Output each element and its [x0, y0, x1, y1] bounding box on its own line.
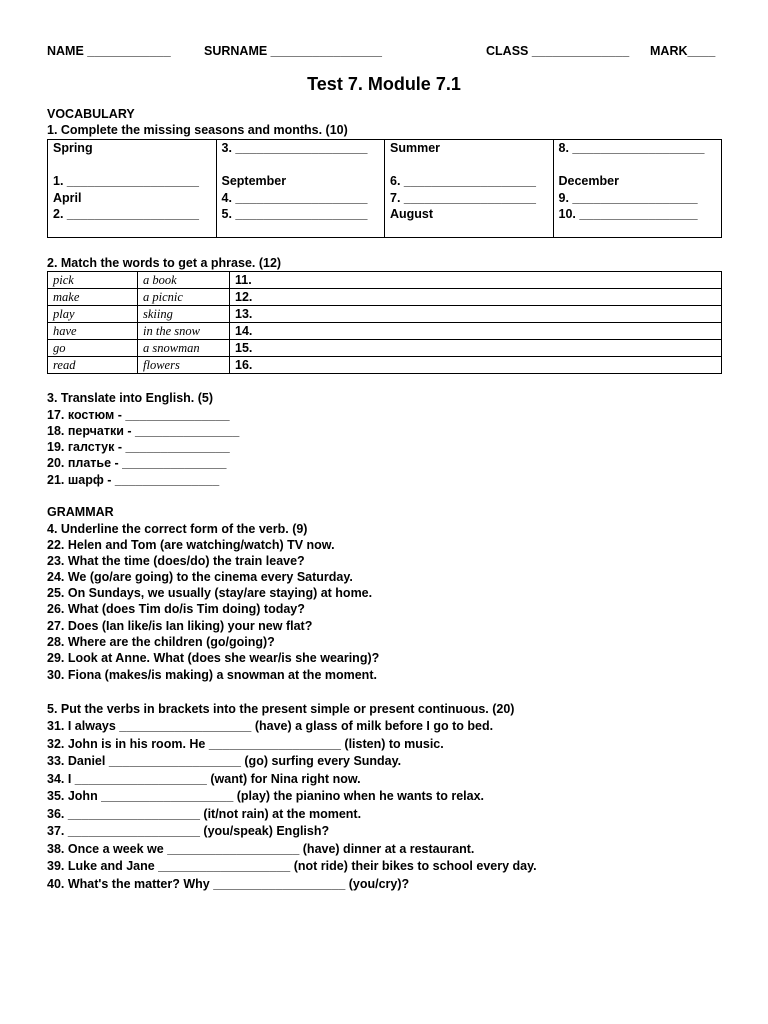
answer-cell[interactable]: 15.: [230, 340, 722, 357]
mark-field[interactable]: MARK____: [650, 44, 716, 58]
translate-item[interactable]: 19. галстук - _______________: [47, 440, 230, 454]
answer-cell[interactable]: 11.: [230, 272, 722, 289]
seasons-column: [48, 140, 217, 238]
noun-cell: skiing: [138, 306, 230, 323]
tense-item[interactable]: 35. John ___________________ (play) the pianino when he wants to relax.: [47, 789, 484, 803]
answer-blank[interactable]: 2. ___________________: [53, 207, 199, 221]
noun-cell: a picnic: [138, 289, 230, 306]
seasons-column: [385, 140, 554, 238]
verb-cell: pick: [48, 272, 138, 289]
answer-blank[interactable]: 8. ___________________: [558, 141, 705, 155]
translate-item[interactable]: 17. костюм - _______________: [47, 408, 230, 422]
answer-blank[interactable]: 3. ___________________: [221, 141, 368, 155]
verb-cell: play: [48, 306, 138, 323]
surname-field[interactable]: SURNAME ________________: [204, 44, 382, 58]
season-label: Spring: [53, 141, 93, 155]
month-label: September: [221, 174, 287, 188]
vocabulary-heading: VOCABULARY: [47, 107, 135, 121]
verb-cell: make: [48, 289, 138, 306]
table-row: [48, 340, 722, 357]
tense-item[interactable]: 38. Once a week we ___________________ (have) dinner at a restaurant.: [47, 842, 475, 856]
tense-item[interactable]: 37. ___________________ (you/speak) English?: [47, 824, 330, 838]
translate-item[interactable]: 21. шарф - _______________: [47, 473, 220, 487]
grammar-heading: GRAMMAR: [47, 505, 114, 519]
month-label: August: [390, 207, 434, 221]
answer-blank[interactable]: 4. ___________________: [221, 190, 368, 205]
tense-item[interactable]: 33. Daniel ___________________ (go) surfing every Sunday.: [47, 754, 402, 768]
table-row: [48, 357, 722, 374]
tense-item[interactable]: 36. ___________________ (it/not rain) at the moment.: [47, 807, 362, 821]
class-field[interactable]: CLASS ______________: [486, 44, 630, 58]
verb-choice-item[interactable]: 27. Does (Ian like/is Ian liking) your new flat?: [47, 619, 313, 633]
verb-choice-item[interactable]: 26. What (does Tim do/is Tim doing) today?: [47, 602, 305, 616]
answer-cell[interactable]: 12.: [230, 289, 722, 306]
noun-cell: in the snow: [138, 323, 230, 340]
table-row: [48, 306, 722, 323]
answer-cell[interactable]: 16.: [230, 357, 722, 374]
answer-blank[interactable]: 5. ___________________: [221, 207, 368, 221]
table-row: [48, 272, 722, 289]
noun-cell: a book: [138, 272, 230, 289]
verb-cell: go: [48, 340, 138, 357]
match-table: [47, 271, 722, 374]
blank-line: [222, 157, 380, 174]
noun-cell: flowers: [138, 357, 230, 374]
answer-blank[interactable]: 9. __________________: [558, 190, 698, 205]
verb-cell: have: [48, 323, 138, 340]
task5-instruction: 5. Put the verbs in brackets into the present simple or present continuous. (20): [47, 702, 515, 716]
tense-item[interactable]: 40. What's the matter? Why ___________________ (you/cry)?: [47, 877, 410, 891]
month-label: December: [558, 174, 619, 188]
tense-item[interactable]: 39. Luke and Jane ___________________ (not ride) their bikes to school every day.: [47, 859, 537, 873]
verb-cell: read: [48, 357, 138, 374]
tense-item[interactable]: 34. I ___________________ (want) for Nina right now.: [47, 772, 361, 786]
seasons-table: [47, 139, 722, 238]
tense-item[interactable]: 32. John is in his room. He ___________________ (listen) to music.: [47, 737, 444, 751]
page-title: Test 7. Module 7.1: [307, 74, 461, 94]
translate-item[interactable]: 18. перчатки - _______________: [47, 424, 240, 438]
task4-instruction: 4. Underline the correct form of the verb. (9): [47, 522, 308, 536]
tense-item[interactable]: 31. I always ___________________ (have) a glass of milk before I go to bed.: [47, 719, 494, 733]
seasons-column: [553, 140, 722, 238]
verb-choice-item[interactable]: 23. What the time (does/do) the train leave?: [47, 554, 305, 568]
answer-blank[interactable]: 1. ___________________: [53, 174, 199, 188]
verb-choice-item[interactable]: 22. Helen and Tom (are watching/watch) TV now.: [47, 538, 335, 552]
blank-line: [53, 157, 211, 174]
task3-instruction: 3. Translate into English. (5): [47, 391, 214, 405]
seasons-column: [216, 140, 385, 238]
blank-line: [559, 157, 717, 174]
month-label: April: [53, 190, 82, 205]
verb-choice-item[interactable]: 29. Look at Anne. What (does she wear/is she wearing)?: [47, 651, 380, 665]
verb-choice-item[interactable]: 28. Where are the children (go/going)?: [47, 635, 275, 649]
table-row: [48, 323, 722, 340]
task1-instruction: 1. Complete the missing seasons and months. (10): [47, 123, 348, 137]
answer-blank[interactable]: 7. ___________________: [390, 190, 536, 205]
answer-blank[interactable]: 6. ___________________: [390, 174, 536, 188]
verb-choice-item[interactable]: 25. On Sundays, we usually (stay/are staying) at home.: [47, 586, 373, 600]
table-row: [48, 289, 722, 306]
task2-instruction: 2. Match the words to get a phrase. (12): [47, 256, 282, 270]
translate-item[interactable]: 20. платье - _______________: [47, 456, 227, 470]
verb-choice-item[interactable]: 30. Fiona (makes/is making) a snowman at the moment.: [47, 668, 377, 682]
answer-cell[interactable]: 13.: [230, 306, 722, 323]
noun-cell: a snowman: [138, 340, 230, 357]
blank-line: [390, 157, 548, 174]
answer-blank[interactable]: 10. _________________: [558, 207, 698, 221]
season-label: Summer: [390, 141, 441, 155]
answer-cell[interactable]: 14.: [230, 323, 722, 340]
name-field[interactable]: NAME ____________: [47, 44, 171, 58]
verb-choice-item[interactable]: 24. We (go/are going) to the cinema every Saturday.: [47, 570, 353, 584]
